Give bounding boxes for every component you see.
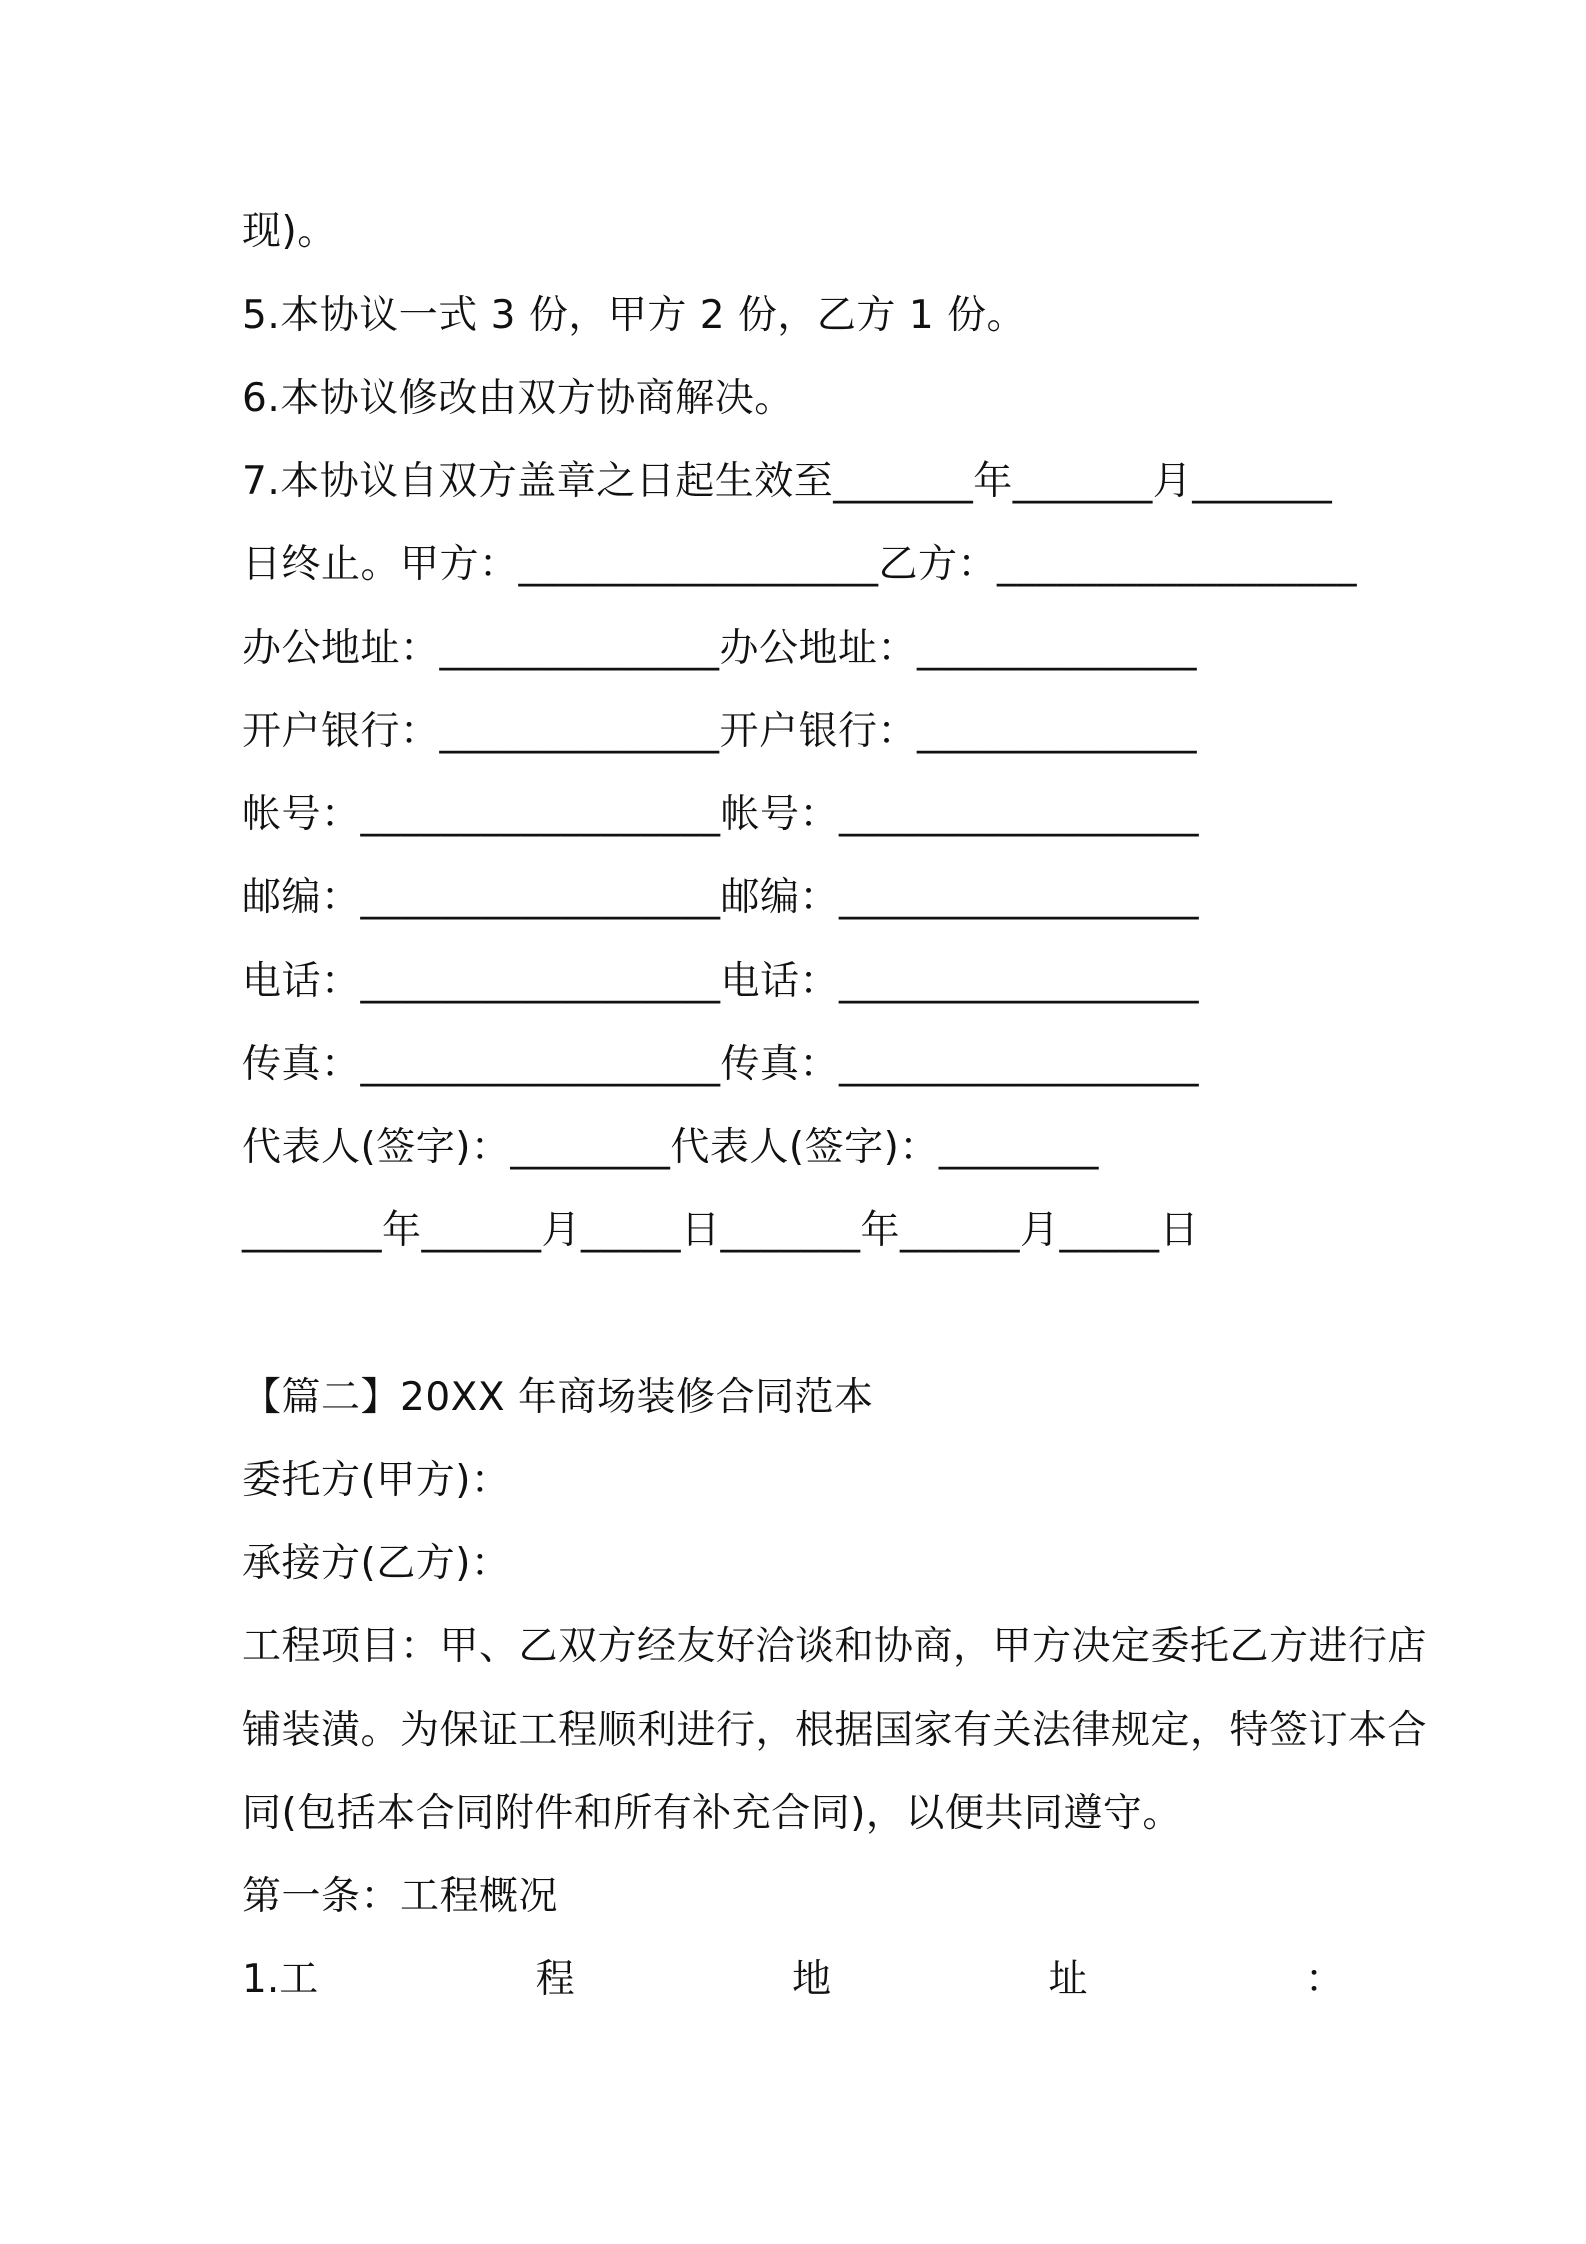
- field-postcode: 邮编：__________________邮编：__________________: [242, 875, 1200, 920]
- text-fragment: 址: [1048, 1957, 1088, 2002]
- field-fax: 传真：__________________传真：__________________: [242, 1042, 1200, 1087]
- text-line: 委托方(甲方)：: [242, 1458, 511, 1503]
- paragraph-line: 同(包括本合同附件和所有补充合同)，以便共同遵守。: [242, 1791, 1182, 1836]
- text-line: 承接方(乙方)：: [242, 1541, 511, 1586]
- paragraph-line: 工程项目：甲、乙双方经友好洽谈和协商，甲方决定委托乙方进行店: [242, 1624, 1428, 1669]
- paragraph-line: 铺装潢。为保证工程顺利进行，根据国家有关法律规定，特签订本合: [242, 1708, 1428, 1753]
- field-date: _______年______月_____日_______年______月_____日: [242, 1208, 1200, 1253]
- section-heading: 【篇二】20XX 年商场装修合同范本: [242, 1375, 874, 1420]
- text-line: 6.本协议修改由双方协商解决。: [242, 376, 794, 421]
- text-line: 7.本协议自双方盖章之日起生效至_______年_______月_______: [242, 459, 1333, 504]
- field-bank: 开户银行：______________开户银行：______________: [242, 709, 1198, 754]
- text-fragment: 1.工: [242, 1957, 319, 2002]
- text-fragment: ：: [1304, 1957, 1344, 2002]
- text-fragment: 地: [792, 1957, 832, 2002]
- field-account: 帐号：__________________帐号：__________________: [242, 792, 1200, 837]
- field-representative: 代表人(签字)：________代表人(签字)：________: [242, 1125, 1099, 1170]
- signature-line-party: 日终止。甲方：__________________乙方：__________________: [242, 542, 1358, 587]
- field-office-address: 办公地址：______________办公地址：______________: [242, 626, 1198, 671]
- field-phone: 电话：__________________电话：__________________: [242, 959, 1200, 1004]
- article-heading: 第一条：工程概况: [242, 1874, 559, 1919]
- text-line: 现)。: [242, 209, 337, 254]
- text-line: 5.本协议一式 3 份，甲方 2 份，乙方 1 份。: [242, 293, 1027, 338]
- text-fragment: 程: [535, 1957, 575, 2002]
- project-address-line: [242, 1954, 1344, 2006]
